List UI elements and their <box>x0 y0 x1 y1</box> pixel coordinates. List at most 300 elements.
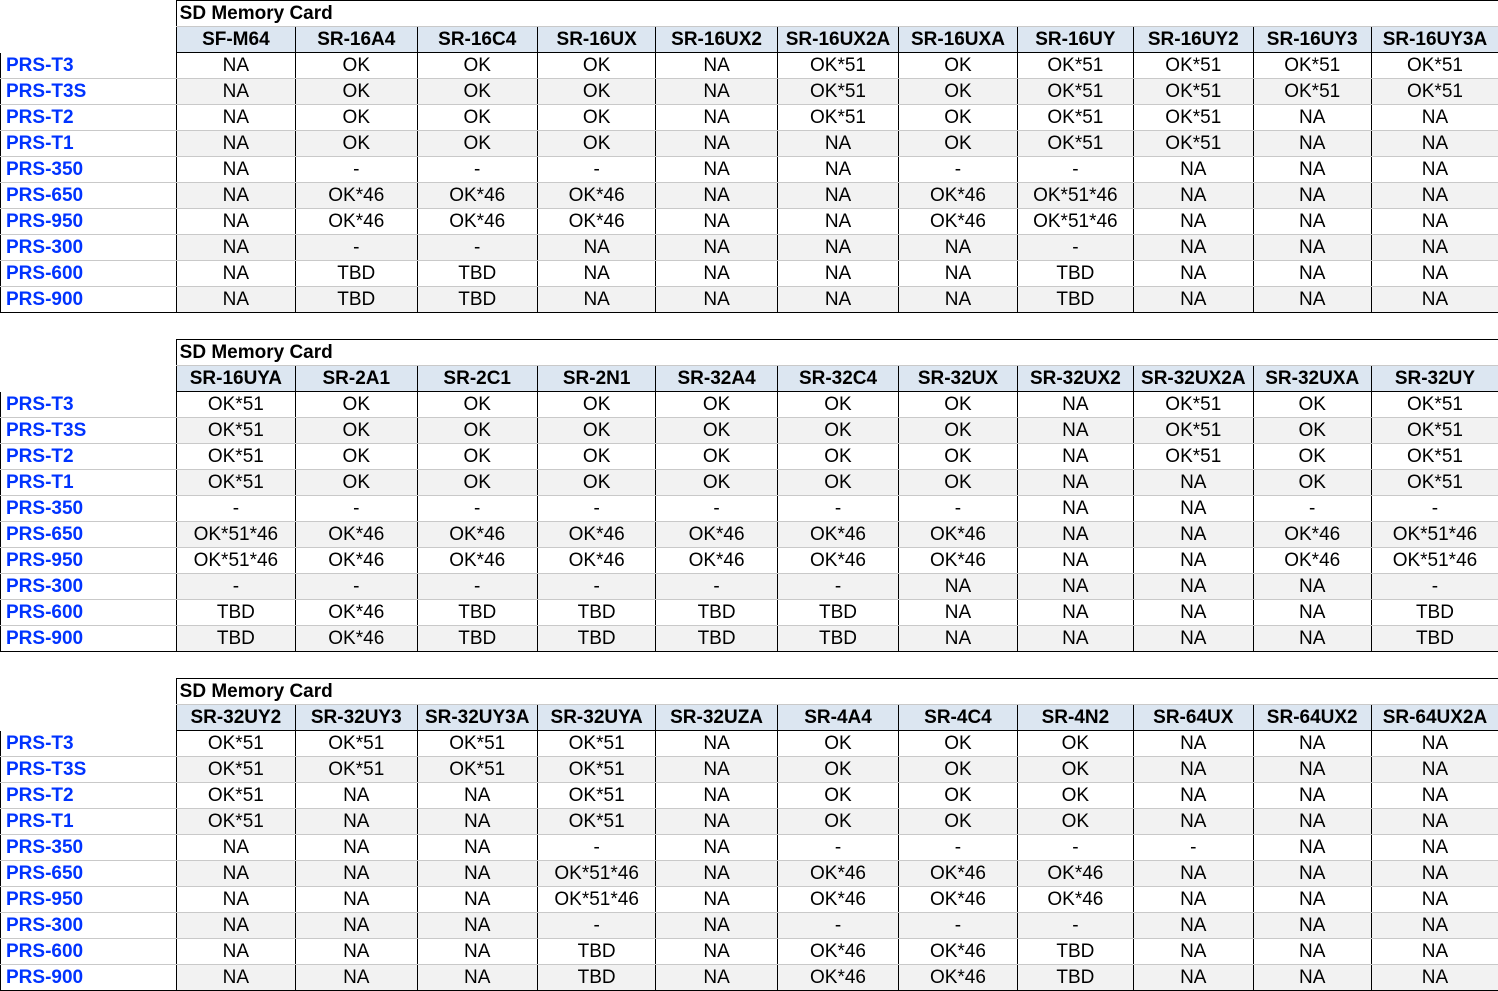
section-spacer <box>0 313 1498 339</box>
table-cell: NA <box>1017 600 1133 626</box>
table-cell: NA <box>899 261 1017 287</box>
table-cell: OK <box>417 105 537 131</box>
table-cell: OK <box>777 809 898 835</box>
table-cell: OK <box>417 53 537 79</box>
column-header: SR-64UX2A <box>1371 705 1498 731</box>
table-cell: OK*46 <box>777 522 898 548</box>
table-cell: NA <box>176 913 295 939</box>
table-row <box>1 209 1498 235</box>
table-cell: OK <box>899 79 1017 105</box>
table-cell: NA <box>1253 913 1371 939</box>
table-cell: OK <box>296 444 417 470</box>
table-cell: OK*51 <box>1017 105 1133 131</box>
table-title: SD Memory Card <box>176 340 1498 366</box>
table-cell: - <box>777 496 898 522</box>
table-cell: NA <box>656 157 777 183</box>
column-header: SR-2C1 <box>417 366 537 392</box>
table-cell: OK*46 <box>537 183 655 209</box>
column-header: SR-32A4 <box>656 366 777 392</box>
table-row <box>1 392 1498 418</box>
row-label: PRS-650 <box>1 522 177 548</box>
table-cell: OK <box>417 79 537 105</box>
table-cell: NA <box>1371 809 1498 835</box>
column-header: SR-64UX <box>1134 705 1253 731</box>
table-cell: NA <box>417 939 537 965</box>
table-cell: OK*46 <box>899 548 1017 574</box>
table-cell: NA <box>176 939 295 965</box>
table-cell: - <box>1017 157 1133 183</box>
table-cell: OK*46 <box>296 183 417 209</box>
table-cell: NA <box>176 209 295 235</box>
row-label: PRS-T3S <box>1 418 177 444</box>
table-cell: OK <box>899 731 1017 757</box>
column-header: SR-4N2 <box>1017 705 1133 731</box>
table-cell: OK <box>899 809 1017 835</box>
column-header: SR-16A4 <box>296 27 417 53</box>
column-header: SR-32C4 <box>777 366 898 392</box>
table-cell: NA <box>176 131 295 157</box>
table-cell: OK <box>537 392 655 418</box>
table-cell: NA <box>1134 470 1253 496</box>
table-cell: NA <box>656 209 777 235</box>
table-cell: TBD <box>1371 600 1498 626</box>
table-cell: OK <box>417 470 537 496</box>
row-label: PRS-T3 <box>1 392 177 418</box>
table-cell: OK <box>417 444 537 470</box>
table-cell: NA <box>656 783 777 809</box>
row-label: PRS-T3 <box>1 731 177 757</box>
table-cell: NA <box>777 131 898 157</box>
table-cell: OK*51*46 <box>537 861 655 887</box>
table-row <box>1 105 1498 131</box>
table-cell: NA <box>1134 209 1253 235</box>
table-cell: OK*46 <box>1253 522 1371 548</box>
table-cell: OK*51 <box>1371 392 1498 418</box>
table-cell: OK*51*46 <box>176 548 295 574</box>
table-cell: NA <box>1253 209 1371 235</box>
table-cell: NA <box>656 861 777 887</box>
table-cell: OK <box>899 418 1017 444</box>
compatibility-table <box>0 339 1498 652</box>
table-cell: OK <box>1017 783 1133 809</box>
table-cell: NA <box>417 965 537 991</box>
table-cell: OK <box>417 392 537 418</box>
table-cell: NA <box>777 157 898 183</box>
table-cell: NA <box>176 79 295 105</box>
table-row <box>1 53 1498 79</box>
table-cell: - <box>296 574 417 600</box>
corner-blank <box>1 679 177 705</box>
table-cell: NA <box>656 79 777 105</box>
column-header: SR-16UXA <box>899 27 1017 53</box>
table-cell: TBD <box>656 600 777 626</box>
column-header: SR-16UX <box>537 27 655 53</box>
table-cell: - <box>417 157 537 183</box>
table-cell: OK*46 <box>537 548 655 574</box>
table-cell: NA <box>1253 861 1371 887</box>
column-header: SR-2N1 <box>537 366 655 392</box>
table-cell: TBD <box>537 965 655 991</box>
table-title-row <box>1 340 1498 366</box>
table-cell: OK*51 <box>296 731 417 757</box>
table-cell: OK*46 <box>899 939 1017 965</box>
table-cell: TBD <box>777 626 898 652</box>
table-cell: NA <box>1134 496 1253 522</box>
table-cell: NA <box>1371 209 1498 235</box>
column-header: SR-32UZA <box>656 705 777 731</box>
table-cell: NA <box>296 913 417 939</box>
table-cell: OK*46 <box>899 209 1017 235</box>
table-cell: OK <box>1253 418 1371 444</box>
table-cell: NA <box>899 574 1017 600</box>
table-cell: NA <box>1017 496 1133 522</box>
table-cell: OK*46 <box>1017 861 1133 887</box>
table-cell: NA <box>1371 731 1498 757</box>
table-row <box>1 261 1498 287</box>
table-cell: - <box>899 835 1017 861</box>
table-cell: OK*46 <box>777 861 898 887</box>
table-cell: - <box>899 913 1017 939</box>
table-cell: NA <box>656 731 777 757</box>
table-cell: NA <box>1253 600 1371 626</box>
table-cell: OK <box>656 392 777 418</box>
table-row <box>1 835 1498 861</box>
row-label: PRS-T3 <box>1 53 177 79</box>
table-cell: OK <box>899 131 1017 157</box>
table-cell: OK <box>296 418 417 444</box>
table-cell: - <box>1371 574 1498 600</box>
table-cell: OK*51*46 <box>537 887 655 913</box>
corner-blank <box>1 366 177 392</box>
table-cell: NA <box>899 287 1017 313</box>
table-cell: NA <box>1134 183 1253 209</box>
column-header-row <box>1 705 1498 731</box>
table-cell: OK <box>656 444 777 470</box>
table-row <box>1 522 1498 548</box>
column-header: SR-16UY3A <box>1371 27 1498 53</box>
table-cell: OK*51*46 <box>1371 522 1498 548</box>
table-cell: OK*46 <box>296 522 417 548</box>
table-cell: NA <box>296 861 417 887</box>
table-cell: NA <box>176 261 295 287</box>
table-cell: NA <box>296 939 417 965</box>
table-cell: NA <box>537 235 655 261</box>
row-label: PRS-350 <box>1 496 177 522</box>
table-cell: - <box>417 235 537 261</box>
table-cell: NA <box>656 53 777 79</box>
table-cell: OK <box>777 444 898 470</box>
table-cell: NA <box>176 287 295 313</box>
table-cell: OK*46 <box>296 209 417 235</box>
table-cell: OK*51 <box>777 53 898 79</box>
table-cell: NA <box>176 835 295 861</box>
table-cell: NA <box>1253 809 1371 835</box>
table-row <box>1 183 1498 209</box>
table-row <box>1 887 1498 913</box>
corner-blank <box>1 340 177 366</box>
table-cell: OK <box>777 757 898 783</box>
table-cell: NA <box>1253 783 1371 809</box>
table-cell: OK*51 <box>176 731 295 757</box>
table-cell: - <box>899 496 1017 522</box>
table-row <box>1 418 1498 444</box>
table-cell: NA <box>656 809 777 835</box>
table-row <box>1 235 1498 261</box>
table-cell: OK*51 <box>1134 444 1253 470</box>
table-cell: - <box>537 574 655 600</box>
table-row <box>1 496 1498 522</box>
table-cell: OK*51 <box>1017 79 1133 105</box>
table-cell: OK <box>777 731 898 757</box>
table-cell: TBD <box>296 287 417 313</box>
table-cell: NA <box>1371 965 1498 991</box>
table-cell: NA <box>1134 913 1253 939</box>
table-row <box>1 131 1498 157</box>
table-cell: NA <box>656 835 777 861</box>
table-cell: OK*51 <box>1134 53 1253 79</box>
table-cell: NA <box>1371 861 1498 887</box>
row-label: PRS-900 <box>1 287 177 313</box>
table-cell: NA <box>1017 548 1133 574</box>
table-cell: OK*46 <box>899 522 1017 548</box>
table-cell: OK*51 <box>537 809 655 835</box>
table-cell: NA <box>417 809 537 835</box>
table-cell: OK <box>777 392 898 418</box>
table-cell: OK*51 <box>777 105 898 131</box>
table-cell: NA <box>656 939 777 965</box>
table-cell: - <box>1253 496 1371 522</box>
row-label: PRS-950 <box>1 548 177 574</box>
table-cell: OK <box>296 470 417 496</box>
table-cell: NA <box>777 183 898 209</box>
table-cell: OK <box>899 444 1017 470</box>
table-title-row <box>1 679 1498 705</box>
table-cell: NA <box>1253 131 1371 157</box>
table-cell: OK*51 <box>296 757 417 783</box>
table-cell: OK <box>777 783 898 809</box>
table-cell: NA <box>1134 887 1253 913</box>
row-label: PRS-350 <box>1 157 177 183</box>
table-cell: - <box>537 496 655 522</box>
table-cell: NA <box>1371 131 1498 157</box>
table-row <box>1 548 1498 574</box>
table-cell: NA <box>1253 626 1371 652</box>
table-cell: NA <box>296 809 417 835</box>
table-cell: NA <box>1134 235 1253 261</box>
table-cell: OK <box>656 418 777 444</box>
table-cell: OK*46 <box>656 522 777 548</box>
table-cell: OK*51 <box>1371 53 1498 79</box>
compatibility-table <box>0 678 1498 991</box>
table-cell: TBD <box>777 600 898 626</box>
table-cell: OK*51 <box>417 731 537 757</box>
table-cell: TBD <box>1017 287 1133 313</box>
table-cell: NA <box>1134 522 1253 548</box>
table-cell: NA <box>1371 157 1498 183</box>
table-cell: OK*46 <box>1253 548 1371 574</box>
column-header: SR-16UY <box>1017 27 1133 53</box>
table-cell: OK*46 <box>777 939 898 965</box>
table-cell: NA <box>417 783 537 809</box>
table-cell: OK*46 <box>656 548 777 574</box>
table-cell: NA <box>1134 783 1253 809</box>
table-cell: TBD <box>417 600 537 626</box>
table-cell: OK <box>1017 757 1133 783</box>
table-cell: OK*51 <box>537 783 655 809</box>
table-cell: OK*51 <box>176 757 295 783</box>
table-cell: NA <box>899 626 1017 652</box>
row-label: PRS-300 <box>1 235 177 261</box>
table-cell: TBD <box>656 626 777 652</box>
table-cell: NA <box>1371 913 1498 939</box>
table-cell: TBD <box>1017 261 1133 287</box>
table-cell: NA <box>1134 809 1253 835</box>
table-cell: NA <box>1253 835 1371 861</box>
table-cell: - <box>1017 913 1133 939</box>
table-cell: NA <box>1134 626 1253 652</box>
table-cell: OK*46 <box>417 209 537 235</box>
column-header-row <box>1 27 1498 53</box>
table-cell: NA <box>417 887 537 913</box>
table-cell: OK*46 <box>899 861 1017 887</box>
table-cell: OK*51 <box>176 470 295 496</box>
table-cell: OK*51 <box>176 444 295 470</box>
table-title-row <box>1 1 1498 27</box>
table-cell: NA <box>1253 105 1371 131</box>
table-cell: OK <box>296 392 417 418</box>
table-cell: NA <box>1371 835 1498 861</box>
row-label: PRS-T2 <box>1 783 177 809</box>
table-cell: OK*46 <box>899 965 1017 991</box>
table-cell: OK <box>537 444 655 470</box>
table-cell: NA <box>1017 392 1133 418</box>
table-cell: - <box>1371 496 1498 522</box>
table-cell: NA <box>777 287 898 313</box>
table-cell: TBD <box>537 626 655 652</box>
table-cell: NA <box>176 235 295 261</box>
column-header: SR-16UX2A <box>777 27 898 53</box>
table-cell: NA <box>1253 574 1371 600</box>
table-row <box>1 470 1498 496</box>
column-header: SF-M64 <box>176 27 295 53</box>
table-cell: OK*46 <box>899 887 1017 913</box>
table-row <box>1 600 1498 626</box>
table-row <box>1 157 1498 183</box>
table-cell: OK <box>899 53 1017 79</box>
corner-blank <box>1 1 177 27</box>
row-label: PRS-300 <box>1 913 177 939</box>
column-header: SR-32UYA <box>537 705 655 731</box>
table-cell: OK*51*46 <box>1017 183 1133 209</box>
table-cell: OK <box>537 79 655 105</box>
table-cell: NA <box>777 261 898 287</box>
table-cell: NA <box>1134 287 1253 313</box>
table-cell: - <box>537 913 655 939</box>
table-row <box>1 79 1498 105</box>
table-cell: OK <box>899 392 1017 418</box>
section-spacer <box>0 652 1498 678</box>
table-cell: NA <box>1371 105 1498 131</box>
table-cell: NA <box>296 965 417 991</box>
row-label: PRS-T2 <box>1 105 177 131</box>
table-cell: NA <box>1134 548 1253 574</box>
row-label: PRS-T3S <box>1 757 177 783</box>
column-header: SR-16UYA <box>176 366 295 392</box>
table-cell: NA <box>1017 444 1133 470</box>
table-cell: NA <box>1253 887 1371 913</box>
table-cell: OK <box>656 470 777 496</box>
table-row <box>1 444 1498 470</box>
row-label: PRS-600 <box>1 261 177 287</box>
table-cell: OK <box>899 757 1017 783</box>
table-cell: OK*51 <box>417 757 537 783</box>
table-cell: - <box>537 835 655 861</box>
table-cell: NA <box>537 287 655 313</box>
table-cell: NA <box>176 53 295 79</box>
column-header: SR-2A1 <box>296 366 417 392</box>
table-row <box>1 287 1498 313</box>
table-cell: OK <box>296 131 417 157</box>
table-cell: OK <box>537 53 655 79</box>
table-cell: - <box>777 913 898 939</box>
table-cell: NA <box>176 157 295 183</box>
table-cell: NA <box>1371 887 1498 913</box>
table-cell: NA <box>296 783 417 809</box>
table-cell: OK*51 <box>1017 53 1133 79</box>
table-cell: OK <box>537 131 655 157</box>
table-cell: - <box>656 496 777 522</box>
column-header: SR-64UX2 <box>1253 705 1371 731</box>
table-cell: TBD <box>537 600 655 626</box>
table-cell: NA <box>1253 287 1371 313</box>
table-cell: NA <box>899 235 1017 261</box>
table-cell: NA <box>899 600 1017 626</box>
table-cell: OK*51 <box>176 783 295 809</box>
column-header: SR-4A4 <box>777 705 898 731</box>
table-cell: OK*51 <box>1371 470 1498 496</box>
table-cell: NA <box>656 131 777 157</box>
column-header: SR-32UXA <box>1253 366 1371 392</box>
table-cell: NA <box>1371 261 1498 287</box>
table-cell: OK*51 <box>537 757 655 783</box>
table-row <box>1 626 1498 652</box>
table-title: SD Memory Card <box>176 679 1498 705</box>
table-cell: OK <box>537 418 655 444</box>
table-cell: TBD <box>1371 626 1498 652</box>
table-row <box>1 574 1498 600</box>
table-cell: OK <box>417 131 537 157</box>
column-header-row <box>1 366 1498 392</box>
table-cell: NA <box>1253 757 1371 783</box>
row-label: PRS-950 <box>1 209 177 235</box>
table-cell: TBD <box>1017 939 1133 965</box>
table-cell: NA <box>537 261 655 287</box>
table-cell: NA <box>1134 731 1253 757</box>
row-label: PRS-600 <box>1 939 177 965</box>
table-cell: OK*51 <box>176 392 295 418</box>
row-label: PRS-900 <box>1 626 177 652</box>
table-cell: TBD <box>537 939 655 965</box>
table-cell: OK*46 <box>537 209 655 235</box>
table-cell: OK <box>1253 470 1371 496</box>
table-cell: NA <box>1371 783 1498 809</box>
column-header: SR-32UX2 <box>1017 366 1133 392</box>
table-cell: TBD <box>176 600 295 626</box>
table-cell: NA <box>656 965 777 991</box>
table-cell: OK*51 <box>1253 79 1371 105</box>
table-cell: OK*51 <box>1371 418 1498 444</box>
table-cell: NA <box>1134 600 1253 626</box>
